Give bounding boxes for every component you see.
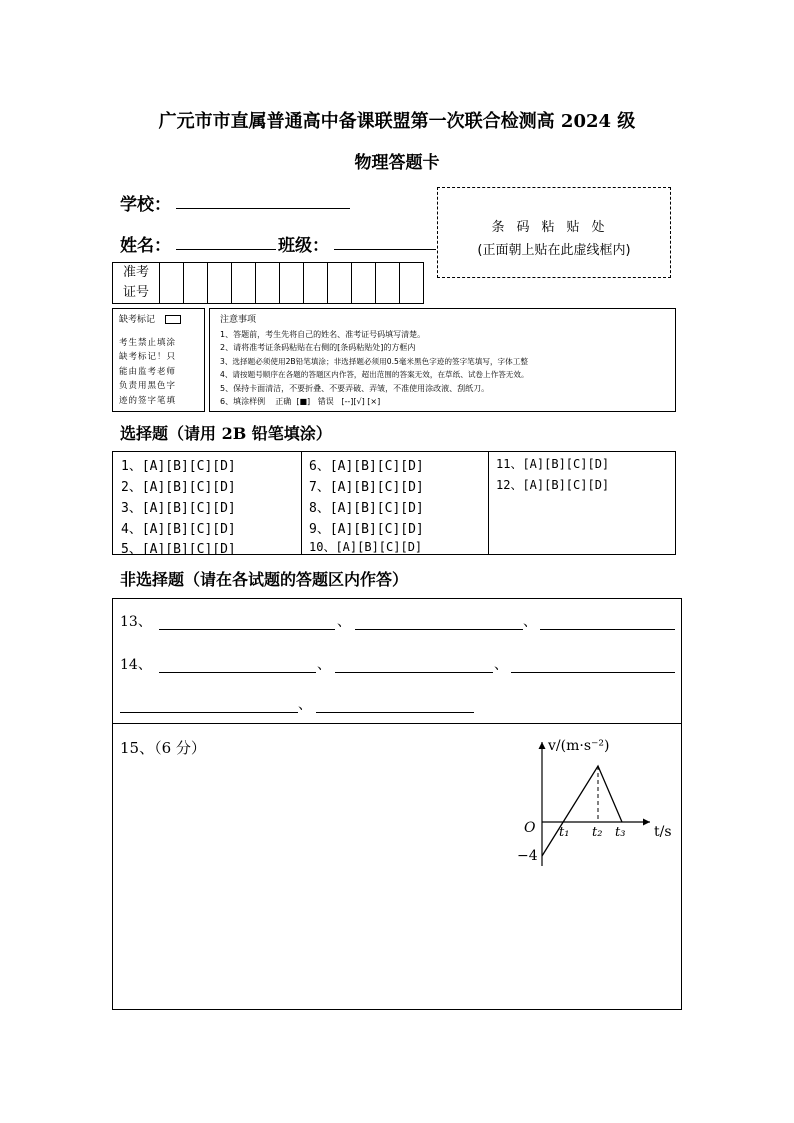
notes-item: 2、请将准考证条码粘贴在右侧的[条码粘贴处]的方框内 <box>220 343 416 352</box>
q14-blank[interactable] <box>511 671 675 673</box>
q13-blank[interactable] <box>355 628 523 630</box>
choice-question[interactable]: 4、[A][B][C][D] <box>121 522 236 537</box>
name-field[interactable] <box>176 248 276 250</box>
choice-heading: 选择题（请用 2B 铅笔填涂） <box>120 424 332 443</box>
origin-label: O <box>524 820 536 836</box>
q14-blank[interactable] <box>159 671 316 673</box>
admission-digit-cell[interactable] <box>184 263 208 303</box>
admission-digit-cell[interactable] <box>280 263 304 303</box>
choice-question[interactable]: 9、[A][B][C][D] <box>309 522 424 537</box>
school-field[interactable] <box>176 207 350 209</box>
notes-box <box>209 308 676 412</box>
admission-digit-cell[interactable] <box>208 263 232 303</box>
absent-line: 迹的签字笔填 <box>119 395 177 406</box>
tick-label: t₂ <box>592 825 603 840</box>
y-value-label: −4 <box>517 848 538 864</box>
choice-question[interactable]: 7、[A][B][C][D] <box>309 480 424 495</box>
q14-label: 14、 <box>120 657 152 673</box>
nonchoice-heading: 非选择题（请在各试题的答题区内作答） <box>120 570 409 589</box>
notes-item: 5、保持卡面清洁，不要折叠、不要弄破、弄皱，不准使用涂改液、刮纸刀。 <box>220 383 490 393</box>
admission-label <box>113 263 160 303</box>
admission-digit-cell[interactable] <box>328 263 352 303</box>
q13-label: 13、 <box>120 614 152 630</box>
class-label: 班级： <box>278 236 329 256</box>
choice-question[interactable]: 1、[A][B][C][D] <box>121 459 236 474</box>
x-axis-label: t/s <box>654 824 672 840</box>
q15-label: 15、（6 分） <box>120 739 206 757</box>
absent-line: 缺考标记！只 <box>119 352 177 362</box>
barcode-area <box>437 187 671 278</box>
separator: 、 <box>523 614 537 630</box>
q13-blank[interactable] <box>540 628 675 630</box>
vt-graph <box>500 730 690 875</box>
choice-question[interactable]: 3、[A][B][C][D] <box>121 501 236 516</box>
q14-blank[interactable] <box>316 711 474 713</box>
q13-q14-answer-box <box>112 598 682 724</box>
notes-item: 4、请按题号顺序在各题的答题区内作答，超出范围的答案无效，在草纸、试卷上作答无效。 <box>220 370 529 379</box>
separator: 、 <box>337 614 351 630</box>
admission-digit-cell[interactable] <box>352 263 376 303</box>
separator: 、 <box>298 697 312 713</box>
tick-label: t₁ <box>559 825 570 840</box>
q13-blank[interactable] <box>159 628 335 630</box>
choice-box <box>112 451 676 555</box>
admission-digit-cell[interactable] <box>232 263 256 303</box>
class-field[interactable] <box>334 248 436 250</box>
admission-label-line1: 准考 <box>122 265 149 280</box>
notes-item: 3、选择题必须使用2B铅笔填涂；非选择题必须用0.5毫米黑色字迹的签字笔填写，字体工整 <box>220 356 528 366</box>
separator: 、 <box>494 657 508 673</box>
choice-question[interactable]: 8、[A][B][C][D] <box>309 501 424 516</box>
school-label: 学校： <box>120 195 171 215</box>
choice-question[interactable]: 5、[A][B][C][D] <box>121 542 236 557</box>
name-label: 姓名： <box>120 236 171 256</box>
absent-title: 缺考标记 <box>119 315 156 325</box>
velocity-line <box>542 766 622 856</box>
tick-label: t₃ <box>615 825 626 840</box>
admission-digit-cell[interactable] <box>160 263 184 303</box>
absent-mark-checkbox[interactable] <box>165 315 181 324</box>
absent-line: 负责用黑色字 <box>119 381 177 391</box>
barcode-note: (正面朝上贴在此虚线框内) <box>477 243 631 258</box>
page-title: 广元市市直属普通高中备课联盟第一次联合检测高 2024 级 <box>158 111 636 132</box>
choice-question[interactable]: 11、[A][B][C][D] <box>496 457 610 471</box>
q14-blank[interactable] <box>120 711 298 713</box>
notes-item: 6、填涂样例 正确 [■] 错误 [--][√] [×] <box>220 397 381 406</box>
separator: 、 <box>317 657 331 673</box>
absent-line: 能由监考老师 <box>119 366 177 377</box>
admission-digit-cell[interactable] <box>304 263 328 303</box>
choice-question[interactable]: 2、[A][B][C][D] <box>121 480 236 495</box>
choice-question[interactable]: 12、[A][B][C][D] <box>496 478 610 492</box>
page-subtitle: 物理答题卡 <box>354 153 440 173</box>
q14-blank[interactable] <box>335 671 493 673</box>
admission-digit-cell[interactable] <box>376 263 400 303</box>
admission-digit-cell[interactable] <box>400 263 423 303</box>
choice-question[interactable]: 10、[A][B][C][D] <box>309 540 423 554</box>
absent-line: 考生禁止填涂 <box>119 337 177 348</box>
choice-question[interactable]: 6、[A][B][C][D] <box>309 459 424 474</box>
notes-title: 注意事项 <box>220 315 257 325</box>
admission-digit-cell[interactable] <box>256 263 280 303</box>
y-axis-label: v/(m·s⁻²) <box>548 738 610 754</box>
notes-item: 1、答题前，考生先将自己的姓名、准考证号码填写清楚。 <box>220 329 426 339</box>
barcode-title: 条码粘贴处 <box>491 220 617 235</box>
admission-label-line2: 证号 <box>122 285 149 300</box>
absent-mark-box <box>112 308 205 412</box>
admission-number-grid <box>112 262 424 304</box>
